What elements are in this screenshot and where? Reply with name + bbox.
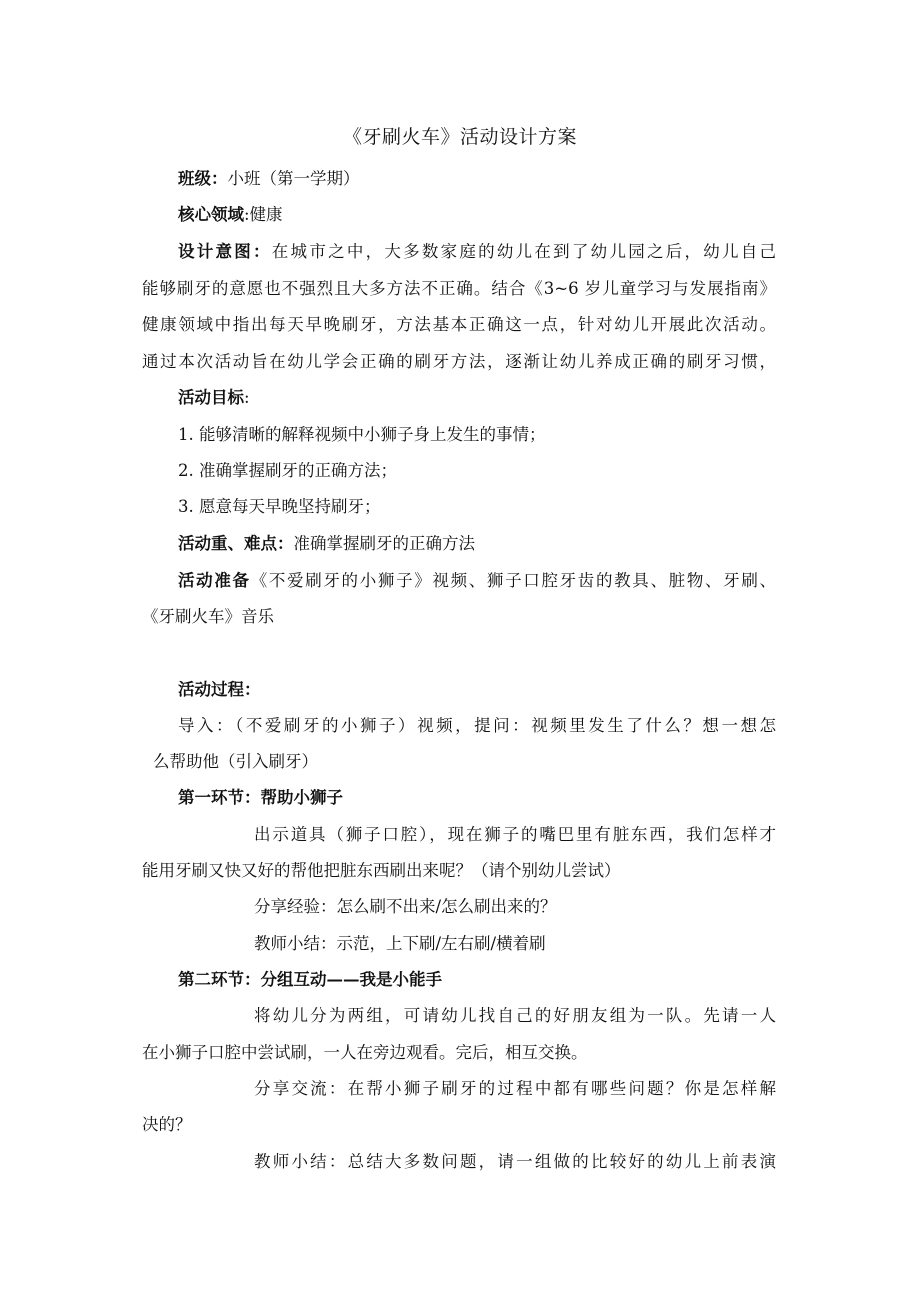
section-2-title: 第二环节：分组互动——我是小能手 [178, 970, 442, 989]
section-1-title: 第一环节：帮助小狮子 [178, 788, 343, 807]
section-1-p1-line-1: 出示道具（狮子口腔），现在狮子的嘴巴里有脏东西，我们怎样才 [254, 825, 776, 844]
section-2-p1-line-2: 在小狮子口腔中尝试刷，一人在旁边观看。完后，相互交换。 [142, 1043, 588, 1062]
class-line [178, 167, 360, 191]
goals-heading: 活动目标: [178, 388, 250, 407]
goals-label: 活动目标 [178, 388, 244, 407]
intent-line-1: 设计意图：在城市之中，大多数家庭的幼儿在到了幼儿园之后，幼儿自己 [178, 242, 777, 261]
prep-line-2: 《牙刷火车》音乐 [142, 607, 274, 626]
goal-item-3: 3. 愿意每天早晚坚持刷牙； [178, 497, 381, 516]
class-label: 班级： [178, 169, 228, 188]
prep-line-1: 活动准备《不爱刷牙的小狮子》视频、狮子口腔牙齿的教具、脏物、牙刷、 [178, 571, 776, 590]
intent-line-3: 健康领域中指出每天早晚刷牙，方法基本正确这一点，针对幼儿开展此次活动。 [142, 315, 776, 334]
domain-value: :健康 [244, 205, 283, 224]
key-value: 准确掌握刷牙的正确方法 [293, 534, 475, 553]
key-points-line [178, 532, 475, 556]
domain-label: 核心领域 [178, 205, 244, 224]
intent-label: 设计意图： [178, 242, 272, 261]
goal-item-1: 1. 能够清晰的解释视频中小狮子身上发生的事情； [178, 425, 546, 444]
intent-line-2: 能够刷牙的意愿也不强烈且大多方法不正确。结合《3~6 岁儿童学习与发展指南》 [142, 279, 776, 298]
section-2-p1-line-1: 将幼儿分为两组，可请幼儿找自己的好朋友组为一队。先请一人 [254, 1006, 776, 1025]
domain-line [178, 203, 283, 227]
section-2-p3: 教师小结：总结大多数问题，请一组做的比较好的幼儿上前表演 [254, 1152, 776, 1171]
section-2-p2-line-2: 决的？ [142, 1115, 192, 1134]
key-label: 活动重、难点： [178, 534, 294, 553]
intent-line-4: 通过本次活动旨在幼儿学会正确的刷牙方法，逐渐让幼儿养成正确的刷牙习惯， [142, 352, 776, 371]
document-title: 《牙刷火车》活动设计方案 [342, 126, 577, 148]
prep-label: 活动准备 [178, 571, 251, 590]
intro-line-2: 么帮助他（引入刷牙） [153, 752, 318, 771]
process-heading: 活动过程： [178, 680, 261, 699]
section-1-p1-line-2: 能用牙刷又快又好的帮他把脏东西刷出来呢？（请个别幼儿尝试） [142, 861, 621, 880]
section-2-p2-line-1: 分享交流：在帮小狮子刷牙的过程中都有哪些问题？你是怎样解 [254, 1079, 776, 1098]
section-1-p2: 分享经验：怎么刷不出来/怎么刷出来的？ [254, 897, 557, 916]
class-value: 小班（第一学期） [227, 169, 360, 188]
intro-line-1: 导入：（不爱刷牙的小狮子）视频，提问：视频里发生了什么？想一想怎 [178, 716, 776, 735]
section-1-p3: 教师小结：示范，上下刷/左右刷/横着刷 [254, 934, 546, 953]
goal-item-2: 2. 准确掌握刷牙的正确方法； [178, 461, 397, 480]
